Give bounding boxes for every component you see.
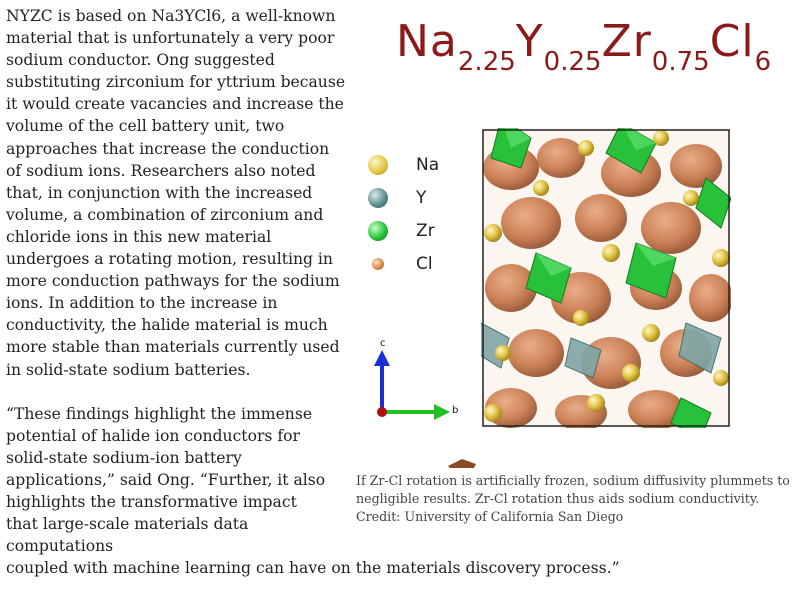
formula-cl: Cl	[709, 16, 755, 67]
formula-zr-sub: 0.75	[651, 47, 710, 77]
crystal-structure-image	[481, 128, 731, 428]
paragraph-2-tail: coupled with machine learning can have on the materials discovery process.”	[6, 559, 620, 577]
axis-b-label: b	[452, 405, 459, 416]
formula-y: Y	[515, 16, 544, 67]
formula-na: Na	[396, 16, 458, 67]
figure-caption: If Zr-Cl rotation is artificially frozen, sodium diffusivity plummets to negligible results. Zr-Cl rotation thus aids sodium conductivity. Credit: University of California San Diego	[356, 473, 790, 524]
chemical-formula	[396, 12, 771, 92]
cl-atom-icon	[372, 258, 384, 270]
atom-legend	[368, 148, 478, 280]
paragraph-1: NYZC is based on Na3YCl6, a well-known material that is unfortunately a very poor sodium conductor. Ong suggested substituting zirconium for yttrium because it would create vacancies and increase the volume of the cell battery unit, two approaches that increase the conduction of sodium ions. Researchers also noted that, in conjunction with the increased volume, a combination of zirconium and chloride ions in this new material undergoes a rotating motion, resulting in more conduction pathways for the sodium ions. In addition to the increase in conductivity, the halide material is much more stable than materials currently used in solid-state sodium batteries.	[6, 7, 346, 379]
legend-item-zr	[368, 214, 478, 247]
formula-cl-sub: 6	[754, 47, 772, 77]
legend-label-zr: Zr	[416, 220, 435, 241]
crystal-structure-figure	[356, 0, 800, 470]
figure-fragment-icon	[448, 456, 478, 468]
legend-item-cl	[368, 247, 478, 280]
formula-y-sub: 0.25	[543, 47, 602, 77]
article-body	[6, 5, 346, 557]
legend-label-cl: Cl	[416, 253, 433, 274]
axis-indicator-icon	[370, 340, 470, 430]
formula-zr: Zr	[601, 16, 652, 67]
formula-na-sub: 2.25	[457, 47, 516, 77]
zr-atom-icon	[368, 221, 388, 241]
legend-item-na	[368, 148, 478, 181]
na-atom-icon	[368, 155, 388, 175]
legend-label-na: Na	[416, 154, 440, 175]
axis-c-label: c	[380, 338, 386, 349]
paragraph-2-quote: “These findings highlight the immense potential of halide ion conductors for solid-state sodium-ion battery applications,” said Ong. “Further, it also highlights the transformative impact that large-scale materials data computations	[6, 404, 326, 556]
y-atom-icon	[368, 188, 388, 208]
legend-item-y	[368, 181, 478, 214]
legend-label-y: Y	[416, 187, 427, 208]
